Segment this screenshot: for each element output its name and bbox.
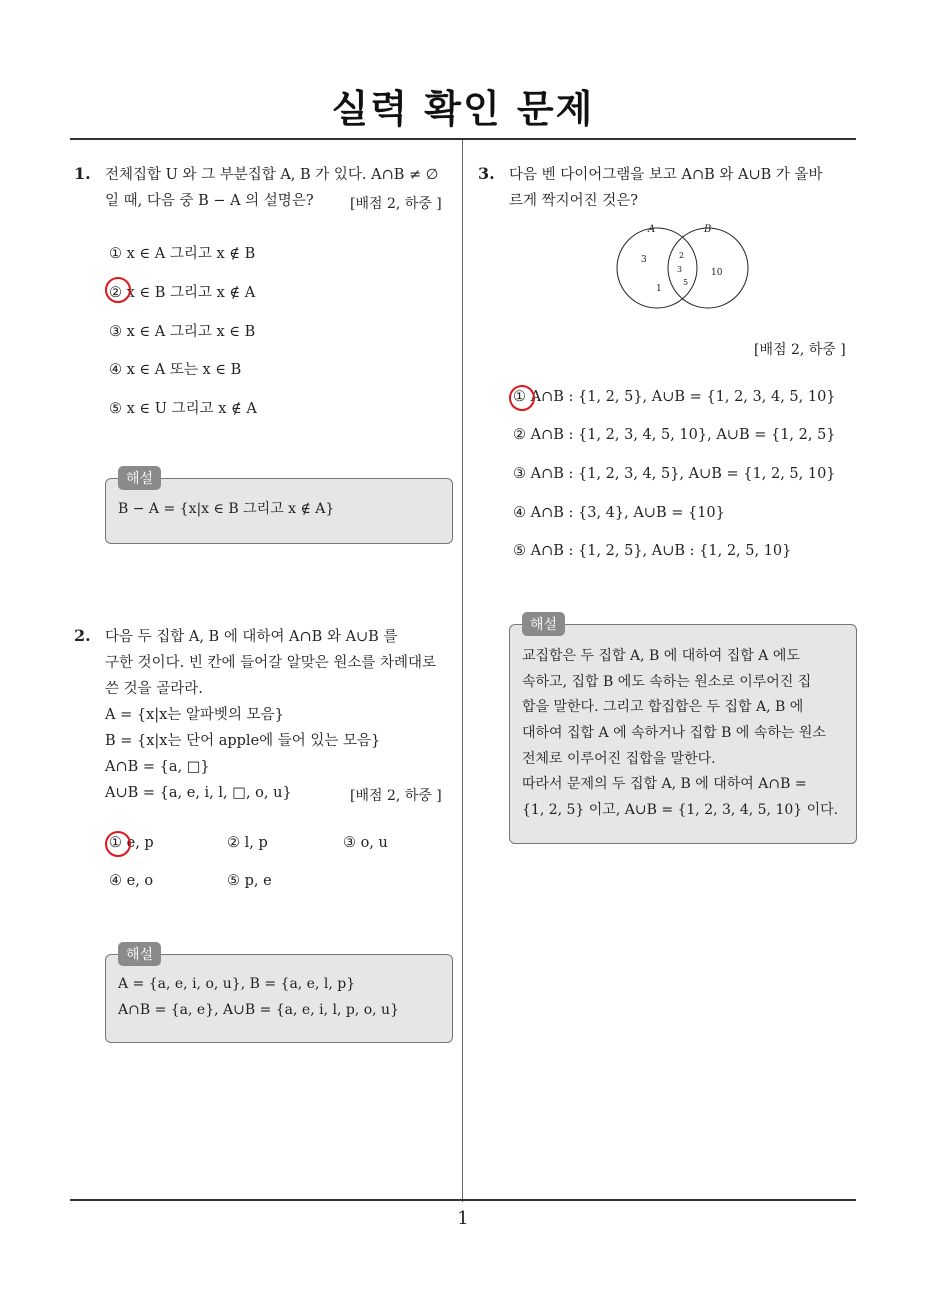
q3-solution-label: 해설 xyxy=(522,612,565,636)
q2-option-5[interactable]: ⑤ p, e xyxy=(227,873,272,889)
q3-solution-line4: 대하여 집합 A 에 속하거나 집합 B 에 속하는 원소 xyxy=(522,725,826,741)
title-rule xyxy=(70,138,856,140)
q2-option-3[interactable]: ③ o, u xyxy=(343,835,388,851)
q2-union: A∪B = {a, e, i, l, □, o, u} xyxy=(105,785,292,801)
venn-label-b: B xyxy=(704,224,712,235)
q2-text-line1: 다음 두 집합 A, B 에 대하여 A∩B 와 A∪B 를 xyxy=(105,629,398,645)
answer-mark-circle xyxy=(509,385,535,411)
q2-solution-line2: A∩B = {a, e}, A∪B = {a, e, i, l, p, o, u} xyxy=(118,1002,399,1018)
q1-option-3[interactable]: ③ x ∈ A 그리고 x ∈ B xyxy=(109,324,256,340)
page-title: 실력 확인 문제 xyxy=(331,87,595,131)
q2-solution-line1: A = {a, e, i, o, u}, B = {a, e, l, p} xyxy=(118,976,356,992)
q3-solution-line2: 속하고, 집합 B 에도 속하는 원소로 이루어진 집 xyxy=(522,674,812,690)
q3-solution-line5: 전체로 이루어진 집합을 말한다. xyxy=(522,751,716,767)
q2-text-line2: 구한 것이다. 빈 칸에 들어갈 알맞은 원소를 차례대로 xyxy=(105,655,437,671)
q1-solution-text: B − A = {x|x ∈ B 그리고 x ∉ A} xyxy=(118,501,335,517)
q2-set-a: A = {x|x는 알파벳의 모음} xyxy=(105,707,284,723)
q1-solution-label: 해설 xyxy=(118,466,161,490)
venn-value: 1 xyxy=(656,284,662,294)
q1-option-1[interactable]: ① x ∈ A 그리고 x ∉ B xyxy=(109,246,256,262)
q1-option-4[interactable]: ④ x ∈ A 또는 x ∈ B xyxy=(109,362,242,378)
q1-text-line2: 일 때, 다음 중 B − A 의 설명은? xyxy=(105,193,314,209)
venn-diagram xyxy=(610,220,760,315)
venn-circle-a xyxy=(617,228,697,308)
q2-option-2[interactable]: ② l, p xyxy=(227,835,268,851)
q3-solution-line6: 따라서 문제의 두 집합 A, B 에 대하여 A∩B = xyxy=(522,776,807,792)
q1-score: [배점 2, 하중 ] xyxy=(350,196,442,212)
q3-text-line1: 다음 벤 다이어그램을 보고 A∩B 와 A∪B 가 올바 xyxy=(509,167,823,183)
q3-text-line2: 르게 짝지어진 것은? xyxy=(509,193,639,209)
answer-mark-circle xyxy=(105,277,131,303)
q3-solution-line7: {1, 2, 5} 이고, A∪B = {1, 2, 3, 4, 5, 10} 이다. xyxy=(522,802,839,818)
q2-text-line3: 쓴 것을 골라라. xyxy=(105,681,203,697)
q1-number: 1. xyxy=(74,164,91,183)
q3-option-1[interactable]: ① A∩B : {1, 2, 5}, A∪B = {1, 2, 3, 4, 5, 10} xyxy=(513,389,836,405)
q2-score: [배점 2, 하중 ] xyxy=(350,788,442,804)
venn-value: 2 xyxy=(679,251,685,260)
venn-value: 10 xyxy=(711,268,723,278)
venn-value: 5 xyxy=(683,278,689,287)
q2-intersection: A∩B = {a, □} xyxy=(105,759,210,775)
page-number: 1 xyxy=(457,1208,469,1229)
q2-set-b: B = {x|x는 단어 apple에 들어 있는 모음} xyxy=(105,733,381,749)
answer-mark-circle xyxy=(105,831,131,857)
q3-option-2[interactable]: ② A∩B : {1, 2, 3, 4, 5, 10}, A∪B = {1, 2, 5} xyxy=(513,427,836,443)
q1-text-line1: 전체집합 U 와 그 부분집합 A, B 가 있다. A∩B ≠ ∅ xyxy=(105,167,439,183)
q3-option-4[interactable]: ④ A∩B : {3, 4}, A∪B = {10} xyxy=(513,505,725,521)
footer-rule xyxy=(70,1199,856,1201)
q1-option-5[interactable]: ⑤ x ∈ U 그리고 x ∉ A xyxy=(109,401,257,417)
q3-solution-line3: 합을 말한다. 그리고 합집합은 두 집합 A, B 에 xyxy=(522,699,804,715)
q2-option-4[interactable]: ④ e, o xyxy=(109,873,154,889)
q3-option-3[interactable]: ③ A∩B : {1, 2, 3, 4, 5}, A∪B = {1, 2, 5, 10} xyxy=(513,466,836,482)
venn-value: 3 xyxy=(641,255,647,265)
q3-option-5[interactable]: ⑤ A∩B : {1, 2, 5}, A∪B : {1, 2, 5, 10} xyxy=(513,543,792,559)
venn-value: 3 xyxy=(677,265,683,274)
q2-solution-label: 해설 xyxy=(118,942,161,966)
column-divider xyxy=(462,140,463,1202)
q2-option-1[interactable]: ① e, p xyxy=(109,835,154,851)
q3-solution-line1: 교집합은 두 집합 A, B 에 대하여 집합 A 에도 xyxy=(522,648,800,664)
venn-label-a: A xyxy=(648,224,656,235)
q1-option-2[interactable]: ② x ∈ B 그리고 x ∉ A xyxy=(109,285,256,301)
q2-number: 2. xyxy=(74,626,91,645)
q3-score: [배점 2, 하중 ] xyxy=(754,342,846,358)
q3-number: 3. xyxy=(478,164,495,183)
